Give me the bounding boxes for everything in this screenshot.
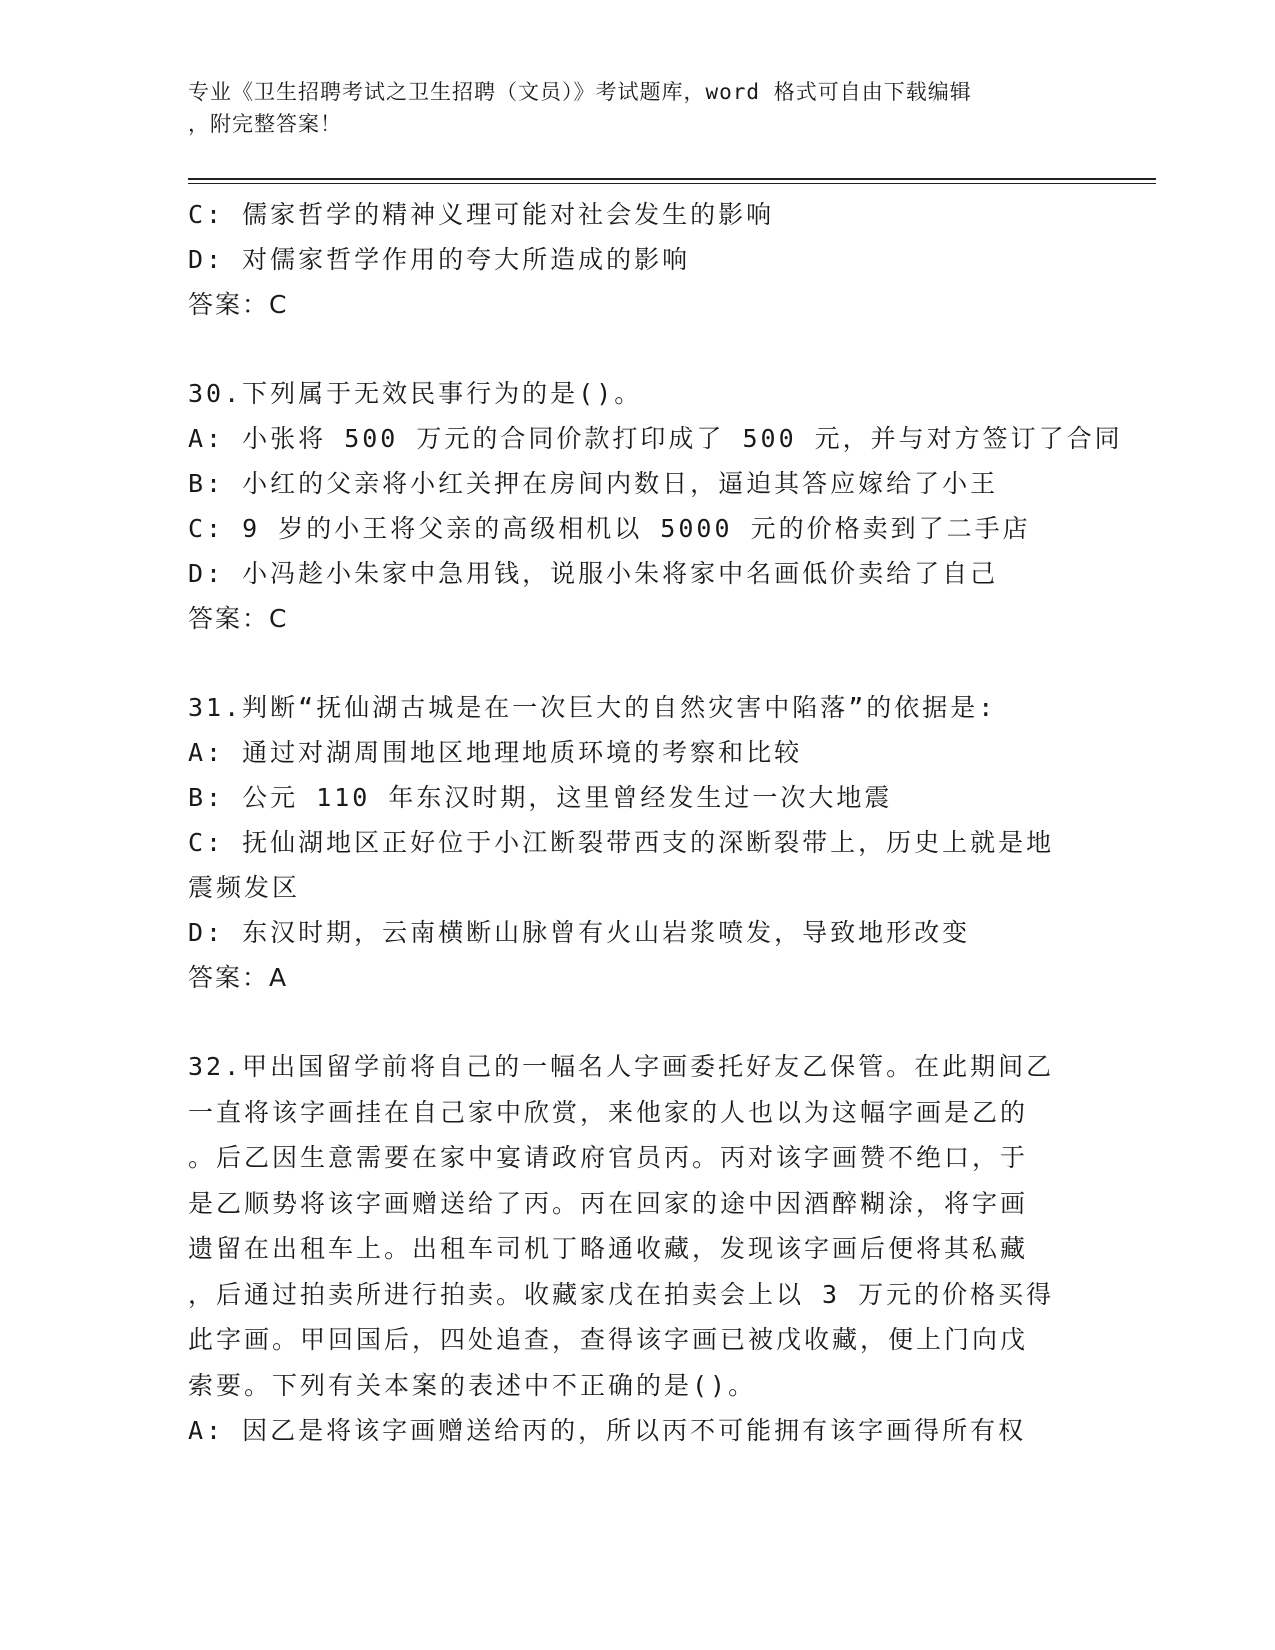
question-stem-line: 一直将该字画挂在自己家中欣赏，来他家的人也以为这幅字画是乙的 [188,1097,1029,1127]
answer-line: 答案：C [188,604,289,633]
header-line-1: 专业《卫生招聘考试之卫生招聘（文员）》考试题库，word 格式可自由下载编辑 [188,80,972,104]
spacer [188,1000,1088,1044]
option-b: B: 公元 110 年东汉时期，这里曾经发生过一次大地震 [188,783,893,812]
option-a: A: 通过对湖周围地区地理地质环境的考察和比较 [188,738,803,767]
option-b: B: 小红的父亲将小红关押在房间内数日，逼迫其答应嫁给了小王 [188,469,999,498]
option-c-continued: 震频发区 [188,873,301,902]
header-divider-thin [188,183,1156,184]
option-a: A: 小张将 500 万元的合同价款打印成了 500 元，并与对方签订了合同 [188,424,1123,453]
question-32 [188,1044,1088,1453]
option-d: D: 对儒家哲学作用的夸大所造成的影响 [188,245,691,274]
question-stem: 31.判断“抚仙湖古城是在一次巨大的自然灾害中陷落”的依据是: [188,693,997,722]
question-stem-line: 32.甲出国留学前将自己的一幅名人字画委托好友乙保管。在此期间乙 [188,1052,1055,1081]
question-stem-line: ，后通过拍卖所进行拍卖。收藏家戊在拍卖会上以 3 万元的价格买得 [188,1279,1055,1309]
option-c: C: 9 岁的小王将父亲的高级相机以 5000 元的价格卖到了二手店 [188,514,1031,543]
answer-line: 答案：A [188,963,289,992]
option-a: A: 因乙是将该字画赠送给丙的，所以丙不可能拥有该字画得所有权 [188,1416,1027,1445]
question-stem-line: 此字画。甲回国后，四处追查，查得该字画已被戊收藏，便上门向戊 [188,1325,1029,1354]
option-d: D: 东汉时期，云南横断山脉曾有火山岩浆喷发，导致地形改变 [188,918,971,947]
option-c: C: 儒家哲学的精神义理可能对社会发生的影响 [188,200,775,229]
spacer [188,327,1088,371]
question-stem-line: 。后乙因生意需要在家中宴请政府官员丙。丙对该字画赞不绝口，于 [188,1143,1029,1172]
answer-line: 答案：C [188,290,289,319]
header-divider [188,178,1156,180]
question-29-tail [188,192,1088,327]
option-c: C: 抚仙湖地区正好位于小江断裂带西支的深断裂带上，历史上就是地 [188,828,1055,857]
question-stem: 30.下列属于无效民事行为的是()。 [188,379,643,408]
question-30 [188,371,1123,641]
question-stem-line: 索要。下列有关本案的表述中不正确的是()。 [188,1370,757,1400]
question-31 [188,685,1088,1000]
question-stem-line: 是乙顺势将该字画赠送给了丙。丙在回家的途中因酒醉糊涂，将字画 [188,1188,1029,1218]
document-header [188,76,1068,140]
option-d: D: 小冯趁小朱家中急用钱，说服小朱将家中名画低价卖给了自己 [188,559,999,588]
question-stem-line: 遗留在出租车上。出租车司机丁略通收藏，发现该字画后便将其私藏 [188,1234,1029,1263]
question-content [188,192,1123,1453]
header-line-2: ，附完整答案！ [188,112,342,136]
spacer [188,641,1088,685]
